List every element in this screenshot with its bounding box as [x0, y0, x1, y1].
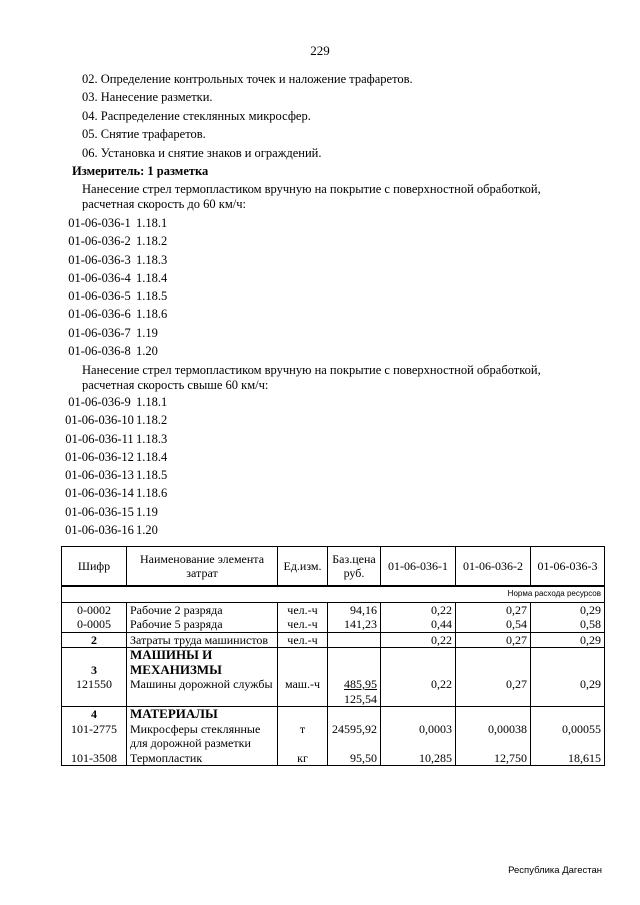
- row-price: [328, 677, 381, 707]
- code: 01-06-036-5: [68, 289, 131, 304]
- header-price: Баз.цена руб.: [328, 547, 381, 587]
- header-unit: Ед.изм.: [278, 547, 328, 587]
- table-row: [62, 632, 605, 648]
- code-ref: 1.18.6: [136, 307, 168, 322]
- code-ref: 1.18.5: [136, 468, 168, 483]
- norm-label: Норма расхода ресурсов: [381, 586, 605, 602]
- row-value-1: 0,44: [381, 617, 456, 632]
- operation-item: 02. Определение контрольных точек и наложение трафаретов.: [82, 72, 413, 86]
- code: 01-06-036-4: [68, 270, 131, 285]
- row-price: 24595,92: [328, 722, 381, 751]
- row-code: 121550: [62, 677, 127, 707]
- code: 01-06-036-6: [68, 307, 131, 322]
- row-value-3: 0,58: [531, 617, 605, 632]
- code-list-1: [63, 214, 167, 360]
- table-row: [62, 677, 605, 707]
- row-unit: чел.-ч: [278, 617, 328, 632]
- code-row: [63, 269, 167, 287]
- header-col-1: 01-06-036-1: [381, 547, 456, 587]
- code-row: [63, 342, 167, 360]
- price-secondary: 125,54: [344, 691, 377, 706]
- code-ref: 1.19: [136, 325, 158, 340]
- section-code: 4: [62, 707, 127, 722]
- code-list-2: [63, 393, 167, 539]
- row-value-1: 10,285: [381, 751, 456, 766]
- header-name: Наименование элемента затрат: [127, 547, 278, 587]
- row-name: Микросферы стеклянные для дорожной разметки: [127, 722, 278, 751]
- norm-row: [62, 586, 605, 602]
- row-code: 0-0002: [62, 602, 127, 617]
- header-col-2: 01-06-036-2: [456, 547, 531, 587]
- row-price: 95,50: [328, 751, 381, 766]
- section-code: 3: [62, 648, 127, 678]
- code-ref: 1.18.6: [136, 486, 168, 501]
- code-row: [63, 305, 167, 323]
- row-value-3: 0,00055: [531, 722, 605, 751]
- row-unit: т: [278, 722, 328, 751]
- table-row: [62, 617, 605, 632]
- code: 01-06-036-2: [68, 234, 131, 249]
- resource-table: [61, 546, 605, 766]
- price-primary: 485,95: [344, 677, 377, 691]
- operations-list: [82, 70, 413, 162]
- code: 01-06-036-7: [68, 325, 131, 340]
- section-title: МАТЕРИАЛЫ: [127, 707, 278, 722]
- code-ref: 1.18.2: [136, 234, 168, 249]
- row-code: 2: [62, 632, 127, 648]
- code-ref: 1.18.4: [136, 270, 168, 285]
- description-2: Нанесение стрел термопластиком вручную на покрытие с поверхностной обработкой, расчетная скорость свыше 60 км/ч:: [82, 363, 541, 392]
- section-header-row: [62, 707, 605, 722]
- table-row: [62, 602, 605, 617]
- code: 01-06-036-15: [65, 504, 134, 519]
- operation-item: 05. Снятие трафаретов.: [82, 127, 206, 142]
- section-header-row: [62, 648, 605, 678]
- operation-item: 04. Распределение стеклянных микросфер.: [82, 108, 311, 123]
- code-row: [63, 448, 167, 466]
- row-value-3: 18,615: [531, 751, 605, 766]
- code: 01-06-036-8: [68, 344, 131, 359]
- row-price: 141,23: [328, 617, 381, 632]
- code-ref: 1.18.5: [136, 289, 168, 304]
- code-row: [63, 251, 167, 269]
- table-header-row: [62, 547, 605, 587]
- description-1: Нанесение стрел термопластиком вручную на покрытие с поверхностной обработкой, расчетная скорость до 60 км/ч:: [82, 182, 541, 211]
- code: 01-06-036-1: [68, 216, 131, 230]
- footer-region: Республика Дагестан: [508, 865, 602, 876]
- row-value-2: 0,00038: [456, 722, 531, 751]
- code: 01-06-036-3: [68, 252, 131, 267]
- row-name: Машины дорожной службы: [127, 677, 278, 707]
- code-ref: 1.20: [136, 344, 158, 359]
- row-value-2: 0,27: [456, 632, 531, 648]
- table-row: [62, 751, 605, 766]
- row-code: 0-0005: [62, 617, 127, 632]
- code: 01-06-036-12: [65, 449, 134, 464]
- row-name: Рабочие 5 разряда: [127, 617, 278, 632]
- row-value-2: 0,54: [456, 617, 531, 632]
- row-code: 101-2775: [62, 722, 127, 751]
- row-value-1: 0,22: [381, 602, 456, 617]
- row-name: Термопластик: [127, 751, 278, 766]
- code: 01-06-036-16: [65, 523, 134, 538]
- row-value-2: 0,27: [456, 677, 531, 707]
- code-row: [63, 521, 167, 539]
- meter-title: Измеритель: 1 разметка: [72, 164, 209, 178]
- code-row: [63, 503, 167, 521]
- row-value-2: 12,750: [456, 751, 531, 766]
- code-row: [63, 324, 167, 342]
- row-value-3: 0,29: [531, 632, 605, 648]
- code: 01-06-036-9: [68, 395, 131, 409]
- row-value-1: 0,22: [381, 632, 456, 648]
- code-row: [63, 232, 167, 250]
- row-name: Затраты труда машинистов: [127, 632, 278, 648]
- code: 01-06-036-14: [65, 486, 134, 501]
- code-row: [63, 287, 167, 305]
- code-row: [63, 393, 167, 411]
- code-ref: 1.18.4: [136, 449, 168, 464]
- header-col-3: 01-06-036-3: [531, 547, 605, 587]
- code: 01-06-036-11: [65, 431, 134, 446]
- operation-item: 03. Нанесение разметки.: [82, 90, 213, 105]
- code-ref: 1.18.3: [136, 252, 168, 267]
- code-ref: 1.19: [136, 504, 158, 519]
- row-code: 101-3508: [62, 751, 127, 766]
- section-title: МАШИНЫ И МЕХАНИЗМЫ: [127, 648, 278, 678]
- code-ref: 1.18.1: [136, 216, 168, 230]
- code-row: [63, 411, 167, 429]
- row-unit: чел.-ч: [278, 602, 328, 617]
- code-ref: 1.20: [136, 523, 158, 538]
- row-price: 94,16: [328, 602, 381, 617]
- row-value-1: 0,0003: [381, 722, 456, 751]
- code-ref: 1.18.2: [136, 413, 168, 428]
- row-unit: чел.-ч: [278, 632, 328, 648]
- code: 01-06-036-13: [65, 468, 134, 483]
- code-row: [63, 484, 167, 502]
- code-ref: 1.18.1: [136, 395, 168, 409]
- code-row: [63, 214, 167, 232]
- code: 01-06-036-10: [65, 413, 134, 428]
- row-value-3: 0,29: [531, 677, 605, 707]
- row-name: Рабочие 2 разряда: [127, 602, 278, 617]
- header-code: Шифр: [62, 547, 127, 587]
- code-row: [63, 466, 167, 484]
- operation-item: 06. Установка и снятие знаков и ограждений.: [82, 145, 322, 160]
- page-number: 229: [310, 43, 330, 58]
- code-row: [63, 430, 167, 448]
- row-unit: маш.-ч: [278, 677, 328, 707]
- row-unit: кг: [278, 751, 328, 766]
- row-value-1: 0,22: [381, 677, 456, 707]
- row-value-2: 0,27: [456, 602, 531, 617]
- code-ref: 1.18.3: [136, 431, 168, 446]
- row-price: [328, 632, 381, 648]
- table-row: [62, 722, 605, 751]
- row-value-3: 0,29: [531, 602, 605, 617]
